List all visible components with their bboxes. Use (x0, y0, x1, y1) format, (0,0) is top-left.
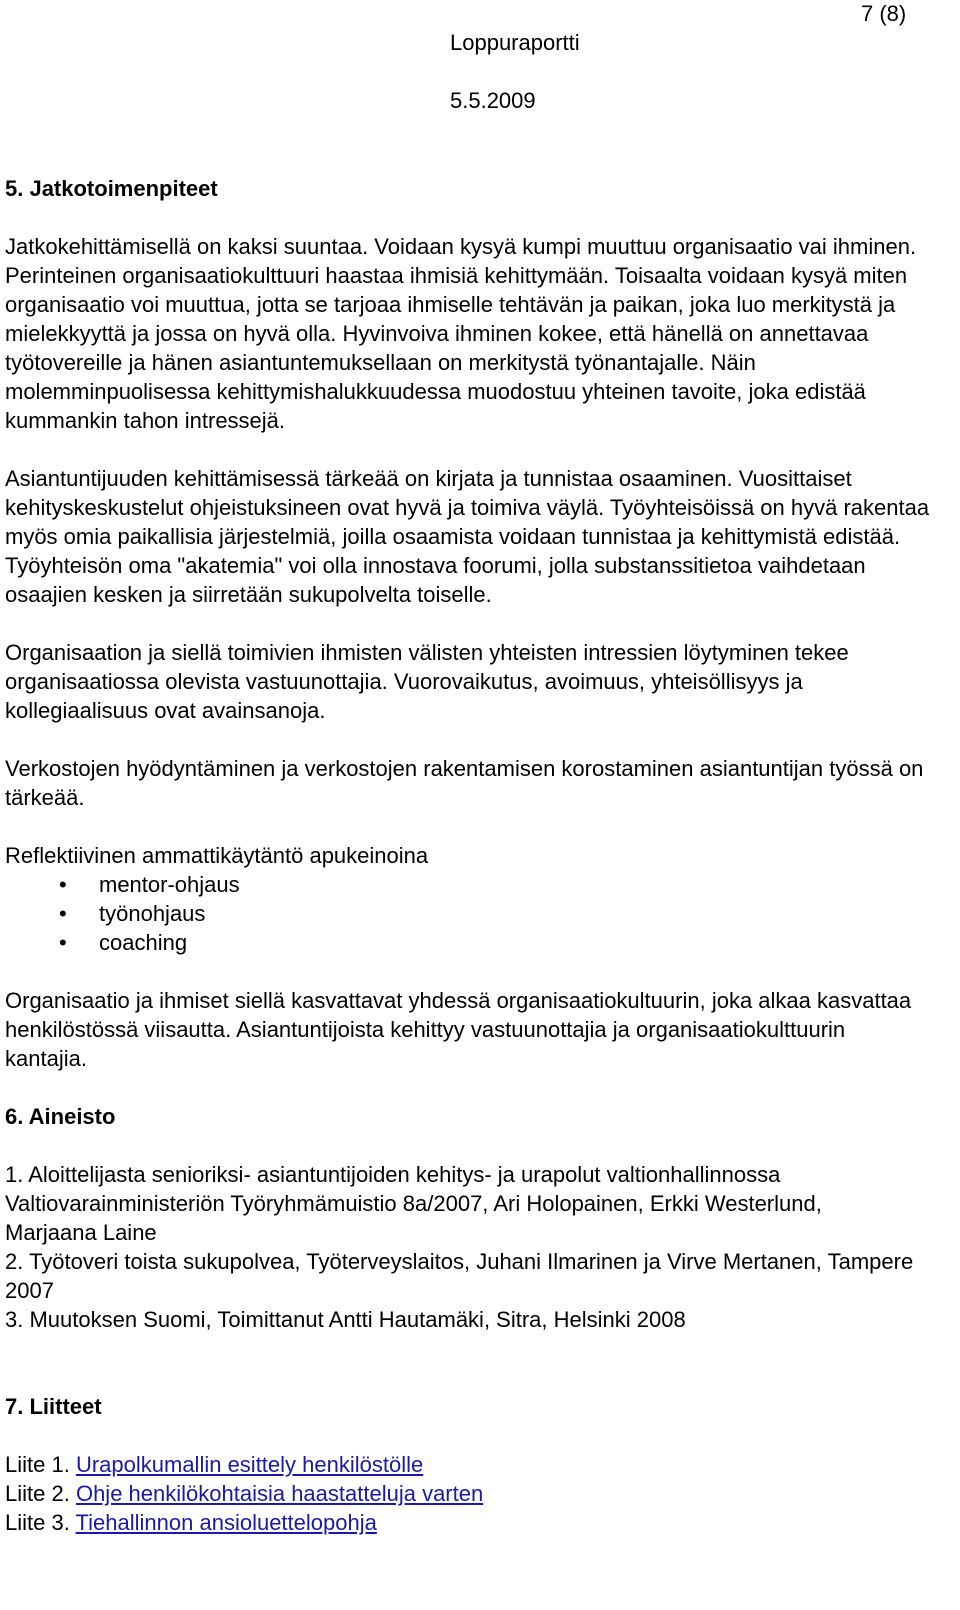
page-number: 7 (8) (861, 1, 907, 26)
appendix-row (5, 1450, 957, 1479)
document-body (5, 174, 957, 1537)
paragraph-expertise: Asiantuntijuuden kehittämisessä tärkeää on kirjata ja tunnistaa osaaminen. Vuosittaiset kehityskeskustelut ohjeistuksineen ovat hyvä ja toimiva väylä. Työyhteisöissä on hyvä rakentaa myös omia paikallisia järjestelmiä, joilla osaamista voidaan tunnistaa ja kehittymistä edistää. Työyhteisön oma "akatemia" voi olla innostava foorumi, jolla substanssitietoa vaihdetaan osaajien kesken ja siirretään sukupolvelta toiselle. (5, 466, 930, 607)
list-intro: Reflektiivinen ammattikäytäntö apukeinoina (5, 843, 429, 868)
appendix-link[interactable]: Ohje henkilökohtaisia haastatteluja varten (75, 1481, 484, 1506)
section-6-heading: 6. Aineisto (5, 1104, 116, 1129)
appendix-link[interactable]: Tiehallinnon ansioluettelopohja (75, 1510, 377, 1535)
list-item: • coaching (59, 930, 188, 955)
bullet-icon: • (59, 930, 67, 955)
document-date: 5.5.2009 (450, 88, 536, 113)
section-5-heading: 5. Jatkotoimenpiteet (5, 176, 218, 201)
reflective-practice-list (5, 870, 957, 957)
bullet-icon: • (59, 872, 67, 897)
bullet-icon: • (59, 901, 67, 926)
appendix-row (5, 1479, 957, 1508)
document-title: Loppuraportti (450, 30, 580, 55)
paragraph-shared-interests: Organisaation ja siellä toimivien ihmisten välisten yhteisten intressien löytyminen tekee organisaatiossa olevista vastuunottajia. Vuorovaikutus, avoimuus, yhteisöllisyys ja kollegiaalisuus ovat avainsanoja. (5, 640, 849, 723)
appendix-prefix: Liite 1. (5, 1452, 70, 1477)
appendix-row (5, 1508, 957, 1537)
appendix-prefix: Liite 2. (5, 1481, 70, 1506)
appendix-link[interactable]: Urapolkumallin esittely henkilöstölle (75, 1452, 424, 1477)
list-item: • mentor-ohjaus (59, 872, 240, 897)
reference-item: 3. Muutoksen Suomi, Toimittanut Antti Hautamäki, Sitra, Helsinki 2008 (5, 1307, 686, 1332)
appendix-prefix: Liite 3. (5, 1510, 70, 1535)
list-item: • työnohjaus (59, 901, 206, 926)
paragraph-closing: Organisaatio ja ihmiset siellä kasvattavat yhdessä organisaatiokultuurin, joka alkaa kasvattaa henkilöstössä viisautta. Asiantuntijoista kehittyy vastuunottajia ja organisaatiokulttuurin kantajia. (5, 988, 912, 1071)
section-7-heading: 7. Liitteet (5, 1394, 102, 1419)
paragraph-networks: Verkostojen hyödyntäminen ja verkostojen rakentamisen korostaminen asiantuntijan työssä on tärkeää. (5, 756, 924, 810)
reference-item: 2. Työtoveri toista sukupolvea, Työterveyslaitos, Juhani Ilmarinen ja Virve Mertanen, Tampere 2007 (5, 1249, 914, 1303)
paragraph-development-directions: Jatkokehittämisellä on kaksi suuntaa. Voidaan kysyä kumpi muuttuu organisaatio vai ihminen. Perinteinen organisaatiokulttuuri haastaa ihmisiä kehittymään. Toisaalta voidaan kysyä miten organisaatio voi muuttua, jotta se tarjoaa ihmiselle tehtävän ja paikan, joka luo merkitystä ja mielekkyyttä ja jossa on hyvä olla. Hyvinvoiva ihminen kokee, että hänellä on annettavaa työtovereille ja hänen asiantuntemuksellaan on merkitystä työnantajalle. Näin molemminpuolisessa kehittymishalukkuudessa muodostuu yhteinen tavoite, joka edistää kummankin tahon intressejä. (5, 234, 917, 433)
reference-item: 1. Aloittelijasta senioriksi- asiantuntijoiden kehitys- ja urapolut valtionhallinnossa Valtiovarainministeriön Työryhmämuistio 8a/2007, Ari Holopainen, Erkki Westerlund, Marjaana Laine (5, 1162, 822, 1245)
